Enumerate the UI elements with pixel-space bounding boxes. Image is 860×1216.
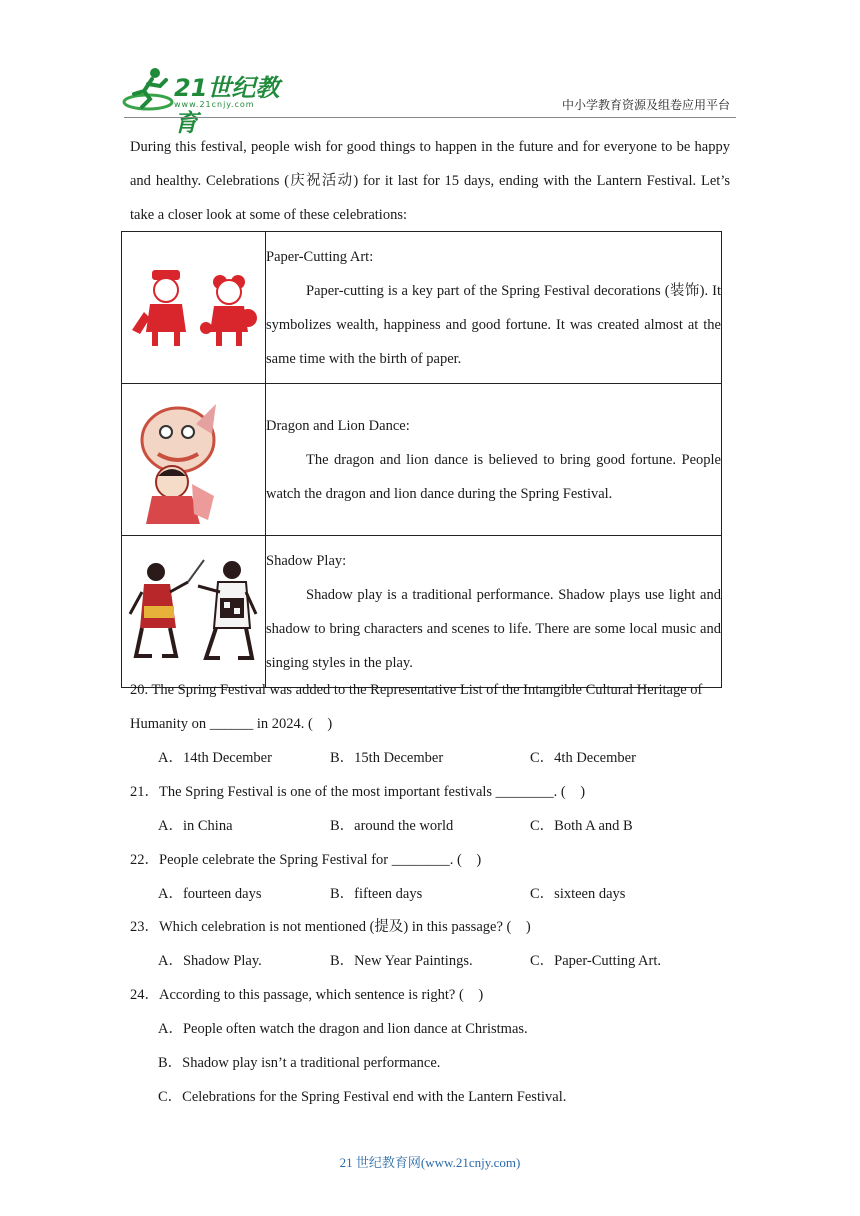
runner-logo-icon: [122, 66, 174, 112]
celebration-description: Shadow play is a traditional performance. Shadow plays use light and shadow to bring characters and scenes to life. There are some local music and singing styles in the play.: [266, 586, 721, 671]
celebration-text-cell: [266, 536, 722, 688]
option-a[interactable]: A．14th December: [158, 750, 272, 766]
header-divider: [124, 117, 736, 118]
site-logo: [122, 66, 292, 137]
celebration-title: Paper-Cutting Art:: [266, 248, 374, 265]
option-a[interactable]: A．People often watch the dragon and lion dance at Christmas.: [158, 1021, 528, 1037]
logo-text: 21世纪教育: [174, 74, 280, 137]
option-b[interactable]: B．around the world: [330, 818, 454, 834]
celebration-text-cell: [266, 384, 722, 536]
page-footer: 21 世纪教育网(www.21cnjy.com): [339, 1155, 521, 1170]
option-b[interactable]: B．fifteen days: [330, 886, 423, 902]
celebration-title: Dragon and Lion Dance:: [266, 417, 410, 434]
lion-dance-image: [122, 384, 265, 530]
intro-paragraph: During this festival, people wish for good things to happen in the future and for everyone to be happy and healthy. Celebrations (庆祝活动) for it last for 15 days, ending with the Lantern Festival. Let’s take a closer look at some of these celebrations:: [130, 139, 730, 223]
question-22: 22．People celebrate the Spring Festival for ________. ( ): [130, 852, 482, 868]
option-a[interactable]: A．Shadow Play.: [158, 953, 262, 969]
question-23: 23．Which celebration is not mentioned (提及) in this passage? ( ): [130, 919, 531, 935]
table-row: [122, 384, 722, 536]
option-c[interactable]: C．Paper-Cutting Art.: [530, 953, 662, 969]
celebration-description: The dragon and lion dance is believed to bring good fortune. People watch the dragon and lion dance during the Spring Festival.: [266, 451, 721, 502]
question-21: 21．The Spring Festival is one of the most important festivals ________. ( ): [130, 784, 586, 800]
page-header: [0, 0, 860, 137]
paper-cutting-image: [122, 232, 265, 378]
option-c[interactable]: C．Both A and B: [530, 818, 633, 834]
option-a[interactable]: A．fourteen days: [158, 886, 262, 902]
celebration-title: Shadow Play:: [266, 552, 347, 569]
platform-label: 中小学教育资源及组卷应用平台: [561, 98, 730, 112]
option-a[interactable]: A．in China: [158, 818, 233, 834]
image-cell: [122, 536, 266, 688]
table-row: [122, 232, 722, 384]
celebration-description: Paper-cutting is a key part of the Spring Festival decorations (装饰). It symbolizes wealth, happiness and good fortune. It was created almost at the same time with the birth of paper.: [266, 282, 721, 367]
option-b[interactable]: B．New Year Paintings.: [330, 953, 473, 969]
question-24: 24．According to this passage, which sentence is right? ( ): [130, 987, 484, 1003]
celebration-text-cell: [266, 232, 722, 384]
logo-url: www.21cnjy.com: [174, 100, 255, 109]
table-row: [122, 536, 722, 688]
option-c[interactable]: C．Celebrations for the Spring Festival end with the Lantern Festival.: [158, 1089, 567, 1105]
image-cell: [122, 384, 266, 536]
shadow-play-image: [122, 536, 265, 682]
image-cell: [122, 232, 266, 384]
question-20: 20. The Spring Festival was added to the Representative List of the Intangible Cultural Heritage of Humanity on ______ in 2024. ( ): [130, 682, 703, 732]
celebrations-table: [121, 231, 722, 688]
option-c[interactable]: C．4th December: [530, 750, 636, 766]
option-b[interactable]: B．15th December: [330, 750, 444, 766]
options-24: [158, 1012, 718, 1114]
option-c[interactable]: C．sixteen days: [530, 886, 626, 902]
option-b[interactable]: B．Shadow play isn’t a traditional performance.: [158, 1055, 441, 1071]
